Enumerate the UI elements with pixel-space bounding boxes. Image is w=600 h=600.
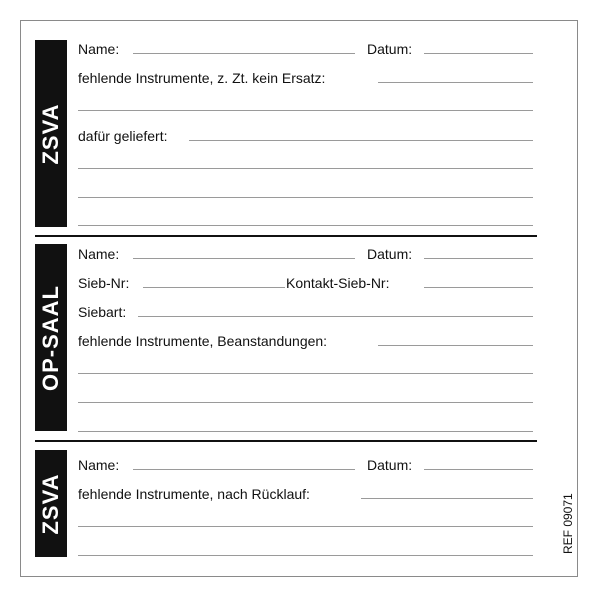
complaints-line[interactable]	[78, 431, 533, 432]
missing-instruments-line[interactable]	[78, 110, 533, 111]
complaints-label: fehlende Instrumente, Beanstandungen:	[78, 333, 328, 349]
date-label: Datum:	[367, 457, 413, 473]
section-tab-op-saal	[35, 244, 67, 431]
complaints-line[interactable]	[78, 373, 533, 374]
section-tab-label: ZSVA	[38, 472, 63, 535]
name-field[interactable]	[133, 53, 355, 54]
section-divider	[35, 440, 537, 442]
sieve-number-field[interactable]	[143, 287, 285, 288]
date-field[interactable]	[424, 53, 533, 54]
missing-instruments-label: fehlende Instrumente, z. Zt. kein Ersatz:	[78, 70, 326, 86]
date-field[interactable]	[424, 469, 533, 470]
return-missing-line[interactable]	[78, 526, 533, 527]
date-label: Datum:	[367, 41, 413, 57]
contact-sieve-number-label: Kontakt-Sieb-Nr:	[286, 275, 390, 291]
name-label: Name:	[78, 457, 120, 473]
delivered-label: dafür geliefert:	[78, 128, 168, 144]
name-label: Name:	[78, 246, 120, 262]
name-label: Name:	[78, 41, 120, 57]
section-divider	[35, 235, 537, 237]
return-missing-line[interactable]	[78, 555, 533, 556]
sieve-type-field[interactable]	[138, 316, 533, 317]
delivered-line[interactable]	[78, 225, 533, 226]
reference-code: REF 09071	[561, 493, 575, 554]
section-tab-zsva-top	[35, 40, 67, 227]
return-missing-label: fehlende Instrumente, nach Rücklauf:	[78, 486, 310, 502]
delivered-line[interactable]	[78, 168, 533, 169]
complaints-field[interactable]	[378, 345, 533, 346]
missing-instruments-field[interactable]	[378, 82, 533, 83]
form-card	[20, 20, 578, 577]
return-missing-field[interactable]	[361, 498, 533, 499]
name-field[interactable]	[133, 469, 355, 470]
section-tab-label: OP-SAAL	[38, 284, 63, 391]
section-tab-zsva-bottom	[35, 450, 67, 557]
name-field[interactable]	[133, 258, 355, 259]
complaints-line[interactable]	[78, 402, 533, 403]
contact-sieve-number-field[interactable]	[424, 287, 533, 288]
date-label: Datum:	[367, 246, 413, 262]
sieve-number-label: Sieb-Nr:	[78, 275, 130, 291]
delivered-line[interactable]	[78, 197, 533, 198]
sieve-type-label: Siebart:	[78, 304, 127, 320]
delivered-field[interactable]	[189, 140, 533, 141]
date-field[interactable]	[424, 258, 533, 259]
section-tab-label: ZSVA	[38, 102, 63, 165]
